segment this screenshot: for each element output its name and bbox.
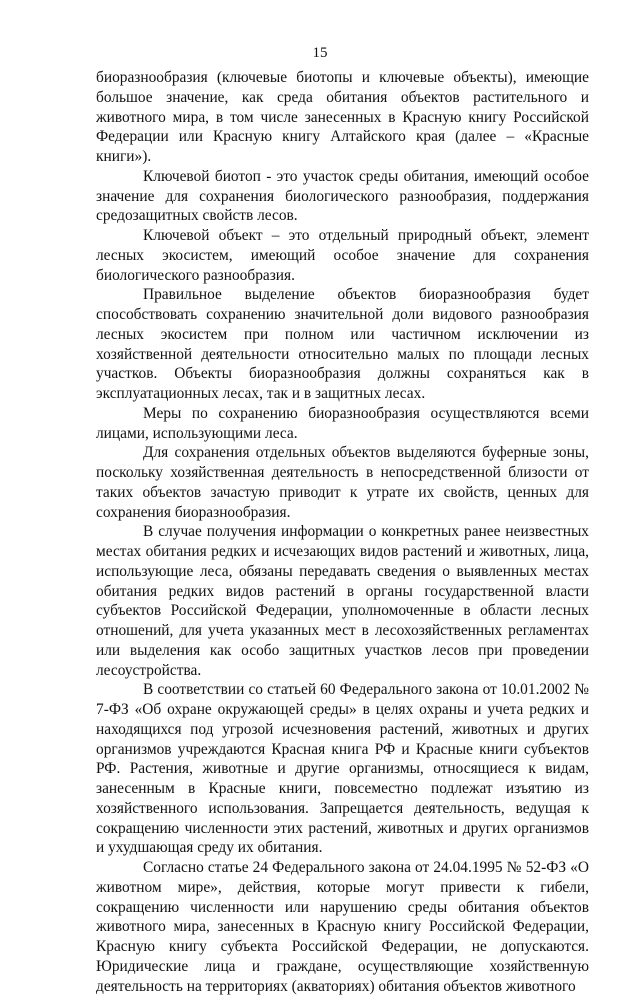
body-text bbox=[96, 68, 589, 996]
paragraph-continuation: биоразнообразия (ключевые биотопы и ключевые объекты), имеющие большое значение, как среда обитания объектов растительного и животного мира, в том числе занесенных в Красную книгу Российской Федерации или Красную книгу Алтайского края (далее – «Красные книги»). bbox=[96, 69, 589, 165]
paragraph-biodiversity-allocation: Правильное выделение объектов биоразнообразия будет способствовать сохранению значительной доли видового разнообразия лесных экосистем при полном или частичном исключении из хозяйственной деятельности относительно малых по площади лесных участков. Объекты биоразнообразия должны сохраняться как в эксплуатационных лесах, так и в защитных лесах. bbox=[96, 286, 589, 402]
page-number: 15 bbox=[312, 45, 328, 61]
paragraph-buffer-zones: Для сохранения отдельных объектов выделяются буферные зоны, поскольку хозяйственная деятельность в непосредственной близости от таких объектов зачастую приводит к утрате их свойств, ценных для сохранения биоразнообразия. bbox=[96, 444, 589, 521]
paragraph-key-object-definition: Ключевой объект – это отдельный природный объект, элемент лесных экосистем, имеющий особое значение для сохранения биологического разнообразия. bbox=[96, 227, 589, 284]
paragraph-new-habitat-reporting: В случае получения информации о конкретных ранее неизвестных местах обитания редких и исчезающих видов растений и животных, лица, использующие леса, обязаны передавать сведения о выявленных местах обитания редких видов растений в органы государственной власти субъектов Российской Федерации, уполномоченные в области лесных отношений, для учета указанных мест в лесохозяйственных регламентах или выделения как особо защитных участков лесов при проведении лесоустройства. bbox=[96, 523, 589, 679]
paragraph-fauna-law-article-24: Согласно статье 24 Федерального закона от 24.04.1995 № 52-ФЗ «О животном мире», действия, которые могут привести к гибели, сокращению численности или нарушению среды обитания объектов животного мира, занесенных в Красную книгу Российской Федерации, Красную книгу субъекта Российской Федерации, не допускаются. Юридические лица и граждане, осуществляющие хозяйственную деятельность на территориях (акваториях) обитания объектов животного bbox=[96, 859, 589, 995]
paragraph-conservation-measures: Меры по сохранению биоразнообразия осуществляются всеми лицами, использующими леса. bbox=[96, 404, 589, 442]
paragraph-key-biotope-definition: Ключевой биотоп - это участок среды обитания, имеющий особое значение для сохранения биологического разнообразия, поддержания средозащитных свойств лесов. bbox=[96, 167, 589, 225]
paragraph-environment-law-article-60: В соответствии со статьей 60 Федерального закона от 10.01.2002 № 7-ФЗ «Об охране окружающей среды» в целях охраны и учета редких и находящихся под угрозой исчезновения растений, животных и других организмов учреждаются Красная книга РФ и Красные книги субъектов РФ. Растения, животные и другие организмы, относящиеся к видам, занесенным в Красные книги, повсеместно подлежат изъятию из хозяйственного использования. Запрещается деятельность, ведущая к сокращению численности этих растений, животных и других организмов и ухудшающая среду их обитания. bbox=[96, 681, 589, 857]
